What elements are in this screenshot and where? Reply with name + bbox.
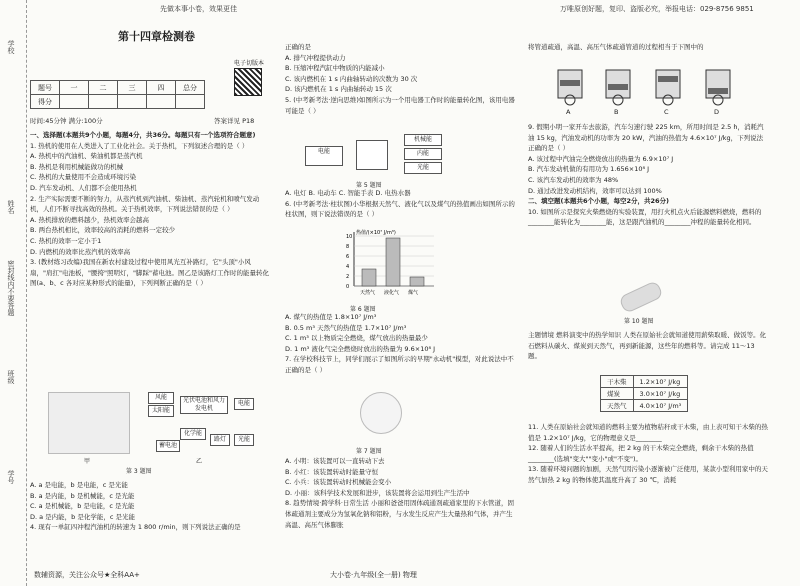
fig3-box: 蓄电池 — [156, 440, 180, 452]
page-title: 第十四章检测卷 — [118, 30, 195, 43]
score-cell — [89, 95, 118, 109]
margin-cut: 密封线内不要答题 — [7, 260, 15, 316]
option: A. 小明：该装置可以一直转动下去 — [285, 457, 385, 465]
fig3-box: 太阳能 — [148, 405, 174, 417]
option: B. 0.5 m³ 天然气的热值是 1.7×10⁷ J/m³ — [285, 323, 407, 332]
score-cell: 总分 — [176, 81, 205, 95]
question: 5. (中考新考法·逆向思维)如图所示为一个用电器工作时的能量转化图，该用电器可能是（ ） — [285, 95, 515, 115]
score-cell — [118, 95, 147, 109]
fig5-device — [356, 140, 388, 170]
x-tick-label: 煤气 — [408, 290, 419, 296]
option: A. 煤气的热值是 1.8×10⁷ J/m³ — [285, 313, 377, 321]
option: B. a 是内能，b 是机械能，c 是光能 — [30, 491, 135, 500]
question: 4. 现有一单缸四冲程汽油机的转速为 1 800 r/min，则下列说法正确的是 — [30, 523, 241, 532]
column-2 — [285, 42, 515, 116]
option: B. 热机是利用机械能做功的机械 — [30, 162, 124, 171]
y-axis-label: 热值/(×10⁷ J/m³) — [356, 230, 396, 236]
fuel-table — [600, 375, 688, 412]
fig5-output: 机械能 — [404, 134, 442, 146]
question: 7. 在学校科技节上，同学们展示了如图所示的早期"永动机"模型，对此说法中不正确的是（ ） — [285, 355, 514, 374]
engine-diagram-c — [650, 62, 686, 106]
fig3-box: 光能 — [234, 434, 254, 446]
section-heading: 二、填空题(本题共6个小题，每空2分，共26分) — [528, 197, 670, 206]
fuel-cell: 干木柴 — [601, 376, 634, 388]
option: D. 小丽：该科学技术发展和进步，该装置将会运用到生产生活中 — [285, 488, 470, 497]
score-cell — [176, 95, 205, 109]
question: 8. 趋势情境·跨学科·日常生活 小丽和爸爸用固体疏通剂疏通家里的下水管道，固体疏通剂主要成分为氢氧化钠和铝粉，与水发生反应产生大量热和气体，并产生高温、高压气体膨胀 — [285, 499, 514, 529]
option: A. 排气冲程提供动力 — [285, 53, 346, 62]
y-tick-label: 2 — [346, 274, 350, 280]
option: B. 两台热机相比，效率较高的消耗的燃料一定较少 — [30, 226, 176, 235]
fig5-output: 内能 — [404, 148, 442, 160]
qr-label: 电子切版本 — [234, 60, 265, 67]
bar — [410, 277, 424, 286]
option: A. a 是电能，b 是电能，c 是光能 — [30, 481, 128, 489]
column-3 — [528, 122, 768, 228]
footer-left: 数辅资源，关注公众号★全科AA+ — [34, 571, 140, 579]
option: D. 1 m³ 液化气完全燃烧时放出的热量为 9.6×10⁸ J — [285, 344, 436, 353]
x-tick-label: 天然气 — [360, 290, 376, 296]
margin-name: 姓名 — [7, 200, 15, 214]
engine-diagram-d — [700, 62, 736, 106]
question-cont: 正确的是 — [285, 43, 311, 51]
option: C. 1 m³ 以上物质完全燃烧，煤气放出的热量最少 — [285, 334, 428, 343]
y-tick-label: 8 — [346, 244, 350, 250]
column-2-bottom — [285, 456, 515, 530]
question: 13. 随着环境问题的加剧，天然气因污染小逐渐被广泛使用，某款小型利用家中的天然气加热 2 kg 的物体使其温度升高了 30 ℃，消耗 — [528, 465, 768, 484]
y-tick-label: 6 — [346, 254, 350, 260]
option: D. 汽车发动机、人们都不会使用热机 — [30, 183, 137, 192]
theme-context: 主题情境 燃料演变中的热学知识 人类在原始社会就知道使用薪柴取暖、做饭等。化石燃料从碳火、煤炭到天然气，再到新能源，这些年的燃料等。请完成 11～13 题。 — [528, 331, 767, 361]
option: C. 热机的大量使用不会造成环境污染 — [30, 173, 137, 182]
score-cell: 二 — [89, 81, 118, 95]
option: A. 热机中的汽油机、柴油机都是蒸汽机 — [30, 152, 143, 161]
engine-diagram-a — [552, 62, 588, 106]
bar — [386, 238, 400, 286]
fuel-cell: 4.0×10⁷ J/m³ — [633, 400, 688, 412]
fig3-box: 化学能 — [180, 428, 206, 440]
question: 12. 随着人们的生活水平提高，把 2 kg 的干木柴完全燃烧，剩余干木柴的热值________(选填"变大""变小"或"不变")。 — [528, 444, 754, 463]
engine-label-d: D — [714, 108, 720, 116]
engine-label-a: A — [566, 108, 571, 116]
options-row: A. 电灯 B. 电动车 C. 智能手表 D. 电热水器 — [285, 189, 411, 197]
option: A. 热机排放的燃料越少，热机效率会越高 — [30, 215, 149, 224]
answer-ref: 答案详见 P18 — [214, 117, 255, 125]
fuel-cell: 3.0×10⁷ J/kg — [633, 388, 688, 400]
fig3-box: 路灯 — [210, 434, 230, 446]
fig-label-jia: 甲 — [84, 458, 91, 465]
fig3-box: 电能 — [234, 398, 254, 410]
question-cont: 将管道疏通，高温、高压气体疏通管道的过程相当于下图中的 — [528, 43, 704, 51]
question: 6. (中考新考法·柱状图)小华根据天然气、液化气以及煤气的热值画出如图所示的柱状图，则下说法错误的是（ ） — [285, 199, 515, 219]
fig5-output: 光能 — [404, 162, 442, 174]
option: C. 热机的效率一定小于1 — [30, 236, 102, 245]
question: 1. 热机的使用在人类进入了工业化社会。关于热机，下列叙述合理的是（ ） — [30, 141, 249, 150]
fuel-cell: 天然气 — [601, 400, 634, 412]
fig5-input: 电能 — [305, 146, 343, 166]
score-cell: 四 — [147, 81, 176, 95]
column-1-bottom — [30, 480, 270, 533]
margin-school: 学校 — [7, 40, 15, 54]
engine-diagram-b — [600, 62, 636, 106]
score-cell: 得分 — [31, 95, 60, 109]
column-2-mid — [285, 188, 515, 220]
y-tick-label: 10 — [346, 234, 353, 240]
bar — [362, 269, 376, 286]
option: C. 小兵：该装置转动时机械能会变小 — [285, 478, 392, 487]
question: 2. 生产实际需要不断的努力，从蒸汽机到汽油机、柴油机、蒸汽轮机和喷气发动机，人们不断寻找高效的热机。关于热机效率，下列说法错误的是（ ） — [30, 194, 260, 214]
binding-margin — [0, 0, 27, 586]
option: D. 该内燃机在 1 s 内曲轴转动 15 次 — [285, 85, 392, 94]
fig-label-yi: 乙 — [196, 458, 203, 465]
question: 11. 人类在原始社会就知道的燃料主要为植物秸秆或干木柴，由上表可知干木柴的热值是 1.2×10⁷ J/kg，它的物理意义是________ — [528, 423, 768, 442]
option: C. 该汽车发动机的效率为 48% — [528, 175, 619, 184]
engine-label-c: C — [664, 108, 669, 116]
fig3-box: 光伏电池和风力发电机 — [180, 396, 228, 414]
header-right: 万唯原创好题，复印、盗版必究，举报电话：029-8756 9851 — [560, 5, 754, 13]
y-tick-label: 0 — [346, 284, 350, 290]
fig7-caption: 第 7 题图 — [356, 448, 382, 455]
column-3-bottom — [528, 422, 768, 486]
fuel-cell: 1.2×10⁷ J/kg — [633, 376, 688, 388]
header-left: 先做本事小卷，效果更佳 — [160, 5, 237, 13]
column-3-top — [528, 42, 768, 53]
option: B. 小红：该装置转动时能量守恒 — [285, 467, 379, 476]
score-cell: 三 — [118, 81, 147, 95]
score-cell: 一 — [60, 81, 89, 95]
perpetual-motion-wheel — [360, 392, 402, 434]
fig6-bar-chart — [330, 226, 440, 298]
x-tick-label: 液化气 — [384, 290, 400, 296]
time-line: 时间:45分钟 满分:100分 — [30, 117, 103, 125]
y-tick-label: 4 — [346, 264, 350, 270]
margin-class: 班级 — [7, 370, 15, 384]
option: D. 通过改进发动机结构，效率可以达到 100% — [528, 186, 662, 195]
option: D. 内燃机的效率比蒸汽机的效率高 — [30, 247, 131, 256]
qr-code — [234, 68, 262, 96]
fig3-caption: 第 3 题图 — [126, 468, 152, 475]
margin-number: 学号 — [7, 470, 15, 484]
score-cell — [147, 95, 176, 109]
option: D. a 是内能，b 是化学能，c 是光能 — [30, 512, 136, 521]
fig10-caption: 第 10 题图 — [624, 318, 654, 325]
column-1 — [30, 130, 270, 289]
fig3-box: 风能 — [148, 392, 174, 404]
fig6-caption: 第 6 题图 — [350, 306, 376, 313]
section-heading: 一、选择题(本题共9个小题，每题4分，共36分。每题只有一个选项符合题意) — [30, 131, 256, 139]
footer-center: 大小卷·九年级(全一册) 物理 — [330, 571, 417, 579]
option: B. 汽车发动机做的有用功为 1.656×10⁸ J — [528, 165, 650, 174]
score-cell: 题号 — [31, 81, 60, 95]
option: A. 该过程中汽油完全燃烧放出的热量为 6.9×10⁷ J — [528, 154, 674, 163]
score-cell — [60, 95, 89, 109]
question: 3. (教材练习改编)我国在新农村建设过程中使用风光互补路灯，它"头顶"小风扇，"肩扛"电池板，"腰挎"照明灯，"脚踩"蓄电池。图乙是该路灯工作时的能量转化图(a、b、c 各对应某种形式的能量)，下列判断正确的是（ ） — [30, 258, 269, 288]
column-2-lower — [285, 312, 515, 376]
streetlight-photo — [48, 392, 130, 454]
engine-label-b: B — [614, 108, 619, 116]
option: C. a 是机械能，b 是电能，c 是光能 — [30, 502, 135, 511]
fig5-caption: 第 5 题图 — [356, 182, 382, 189]
option: B. 压缩冲程汽缸中物质的内能减小 — [285, 64, 385, 73]
score-table — [30, 80, 205, 109]
theme-intro — [528, 330, 768, 362]
question: 9. 假期小明一家开车去旅游，汽车匀速行驶 225 km，所用时间是 2.5 h，消耗汽油 15 kg，汽油发动机的功率为 20 kW，汽油的热值为 4.6×10⁷ J/kg，下列说法正确的是（ ） — [528, 123, 764, 153]
fuel-cell: 煤炭 — [601, 388, 634, 400]
option: C. 该内燃机在 1 s 内曲轴转动的次数为 30 次 — [285, 74, 418, 83]
question: 10. 如图所示是探究火柴燃烧的实验装置，用打火机点火后能源燃料燃烧，燃料的________能转化为________能，这是跟汽油机的________冲程的能量转化相同。 — [528, 207, 762, 227]
match-lighter-photo — [618, 280, 664, 314]
